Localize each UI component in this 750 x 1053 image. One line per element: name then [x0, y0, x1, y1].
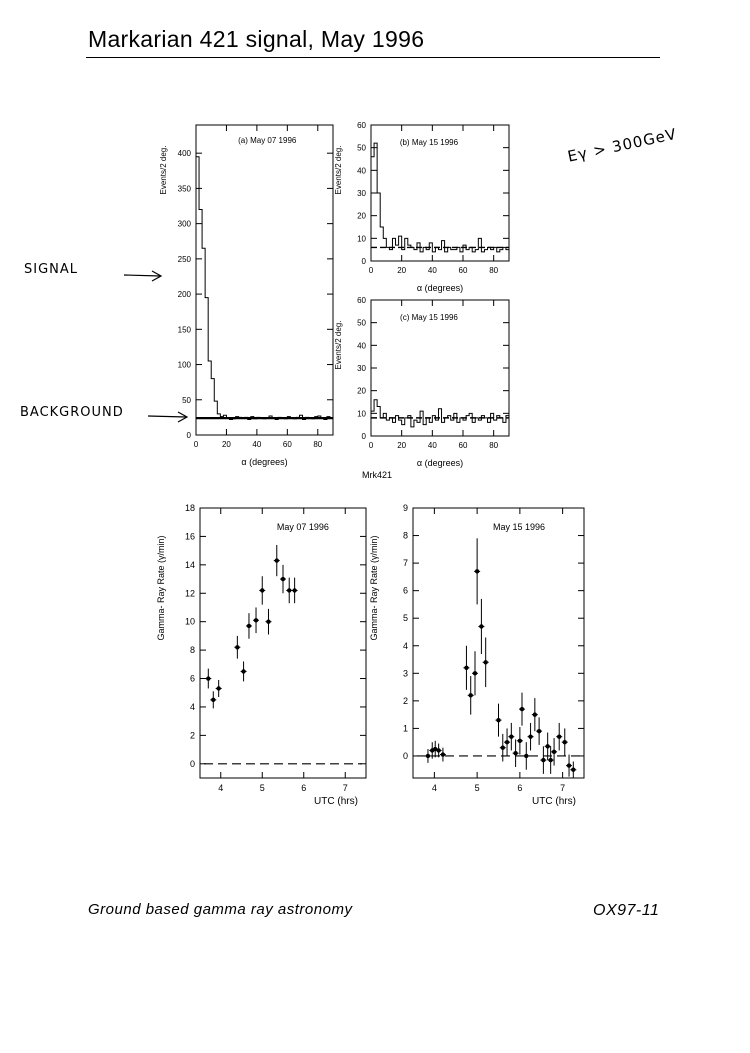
y-tick-label: 14	[184, 559, 195, 570]
y-axis-label: Events/2 deg.	[159, 145, 168, 195]
data-point	[520, 707, 524, 711]
data-point	[552, 750, 556, 754]
y-tick-label: 20	[357, 211, 366, 221]
y-tick-label: 8	[402, 530, 408, 541]
background-arrow	[148, 412, 187, 422]
data-point	[235, 645, 239, 649]
y-tick-label: 8	[189, 645, 195, 656]
x-tick-label: 4	[218, 783, 224, 793]
data-point	[254, 618, 258, 622]
data-point	[524, 754, 528, 758]
data-point	[241, 669, 245, 673]
footer-code: OX97-11	[593, 902, 660, 919]
chart-rate1	[156, 503, 366, 807]
y-tick-label: 10	[357, 234, 366, 244]
x-axis-label: UTC (hrs)	[314, 796, 358, 807]
y-axis-label: Events/2 deg.	[334, 145, 343, 195]
data-point	[281, 577, 285, 581]
chart-b	[334, 121, 509, 293]
y-tick-label: 50	[357, 318, 366, 328]
data-point	[206, 676, 210, 680]
x-tick-label: 0	[368, 441, 374, 450]
data-point	[469, 693, 473, 697]
data-point	[528, 734, 532, 738]
y-tick-label: 300	[177, 219, 191, 229]
data-point	[548, 758, 552, 762]
x-axis-label: UTC (hrs)	[532, 796, 576, 807]
y-tick-label: 250	[177, 254, 191, 264]
y-tick-label: 10	[184, 616, 195, 627]
x-tick-label: 40	[427, 441, 437, 450]
y-tick-label: 60	[357, 121, 366, 130]
energy-annotation: Eγ > 300GeV	[566, 124, 679, 166]
x-tick-label: 7	[342, 783, 348, 793]
histogram-steps	[371, 143, 509, 261]
data-point	[518, 739, 522, 743]
chart-rate2	[369, 503, 584, 807]
data-point	[545, 744, 549, 748]
y-axis-label: Events/2 deg.	[334, 320, 343, 370]
data-point	[567, 763, 571, 767]
chart-title: (a) May 07 1996	[238, 136, 297, 145]
footer-caption: Ground based gamma ray astronomy	[88, 901, 353, 918]
y-tick-label: 5	[402, 613, 408, 624]
data-point	[509, 734, 513, 738]
x-tick-label: 20	[221, 440, 231, 449]
data-point	[436, 748, 440, 752]
background-annotation: BACKGROUND	[20, 405, 124, 420]
x-axis-label: α (degrees)	[416, 283, 464, 293]
chart-c	[334, 296, 509, 468]
data-point	[501, 745, 505, 749]
data-point	[441, 752, 445, 756]
y-tick-label: 200	[177, 290, 191, 300]
x-tick-label: 60	[458, 441, 468, 450]
x-tick-label: 6	[301, 783, 307, 793]
y-tick-label: 2	[189, 730, 195, 741]
chart-title: (c) May 15 1996	[400, 313, 458, 322]
page-title: Markarian 421 signal, May 1996	[88, 26, 425, 52]
y-tick-label: 9	[402, 503, 408, 513]
y-tick-label: 4	[402, 640, 408, 651]
x-tick-label: 80	[489, 266, 499, 275]
source-label: Mrk421	[362, 470, 393, 480]
x-tick-label: 40	[427, 266, 437, 275]
data-point	[513, 751, 517, 755]
x-tick-label: 60	[282, 440, 292, 449]
x-tick-label: 80	[489, 441, 499, 450]
y-tick-label: 0	[186, 431, 191, 440]
x-tick-label: 5	[259, 783, 265, 793]
data-point	[216, 686, 220, 690]
chart-title: May 15 1996	[492, 522, 546, 532]
y-tick-label: 60	[357, 296, 366, 305]
y-tick-label: 4	[189, 701, 195, 712]
y-axis-label: Gamma- Ray Rate (γ/min)	[369, 535, 379, 641]
y-tick-label: 400	[177, 149, 191, 159]
data-point	[275, 558, 279, 562]
y-tick-label: 3	[402, 668, 408, 679]
data-point	[426, 754, 430, 758]
y-tick-label: 6	[402, 585, 408, 596]
plot-frame	[200, 508, 366, 778]
y-axis-label: Gamma- Ray Rate (γ/min)	[156, 535, 166, 641]
y-tick-label: 30	[357, 364, 366, 373]
data-point	[475, 569, 479, 573]
data-point	[541, 758, 545, 762]
x-tick-label: 0	[368, 266, 374, 275]
x-tick-label: 0	[193, 440, 199, 449]
y-tick-label: 350	[177, 184, 191, 194]
x-axis-label: α (degrees)	[416, 458, 464, 468]
data-point	[563, 740, 567, 744]
y-tick-label: 100	[177, 360, 191, 370]
data-point	[247, 624, 251, 628]
data-point	[496, 718, 500, 722]
chart-title: (b) May 15 1996	[399, 138, 459, 147]
x-tick-label: 60	[458, 266, 468, 275]
y-tick-label: 12	[184, 588, 195, 599]
data-point	[479, 624, 483, 628]
y-tick-label: 7	[402, 558, 408, 569]
data-point	[537, 729, 541, 733]
x-tick-label: 80	[313, 440, 323, 449]
y-tick-label: 40	[357, 341, 366, 351]
data-point	[533, 712, 537, 716]
data-point	[557, 734, 561, 738]
data-point	[571, 768, 575, 772]
y-tick-label: 18	[184, 503, 195, 513]
y-tick-label: 6	[189, 673, 195, 684]
y-tick-label: 150	[177, 325, 191, 335]
y-tick-label: 50	[357, 143, 366, 153]
y-tick-label: 0	[402, 750, 408, 761]
y-tick-label: 2	[402, 695, 408, 706]
data-point	[464, 666, 468, 670]
y-tick-label: 40	[357, 166, 366, 176]
x-tick-label: 5	[474, 783, 480, 793]
data-point	[211, 698, 215, 702]
signal-arrow	[124, 271, 161, 281]
x-tick-label: 20	[397, 441, 407, 450]
data-point	[483, 660, 487, 664]
y-tick-label: 30	[357, 189, 366, 198]
y-tick-label: 0	[189, 758, 195, 769]
x-tick-label: 4	[431, 783, 437, 793]
y-tick-label: 50	[182, 395, 191, 405]
y-tick-label: 20	[357, 386, 366, 396]
signal-annotation: SIGNAL	[24, 262, 79, 277]
x-tick-label: 20	[397, 266, 407, 275]
y-tick-label: 16	[184, 531, 195, 542]
data-point	[266, 619, 270, 623]
chart-title: May 07 1996	[276, 522, 329, 532]
plot-frame	[196, 125, 333, 435]
y-tick-label: 0	[361, 257, 366, 266]
x-axis-label: α (degrees)	[241, 457, 288, 467]
histogram-steps	[196, 157, 333, 435]
data-point	[287, 588, 291, 592]
data-point	[473, 671, 477, 675]
y-tick-label: 0	[361, 432, 366, 441]
data-point	[505, 740, 509, 744]
y-tick-label: 10	[357, 409, 366, 419]
y-tick-label: 1	[402, 723, 408, 734]
x-tick-label: 40	[252, 440, 262, 449]
x-tick-label: 6	[517, 783, 523, 793]
data-point	[292, 588, 296, 592]
x-tick-label: 7	[560, 783, 566, 793]
data-point	[260, 588, 264, 592]
